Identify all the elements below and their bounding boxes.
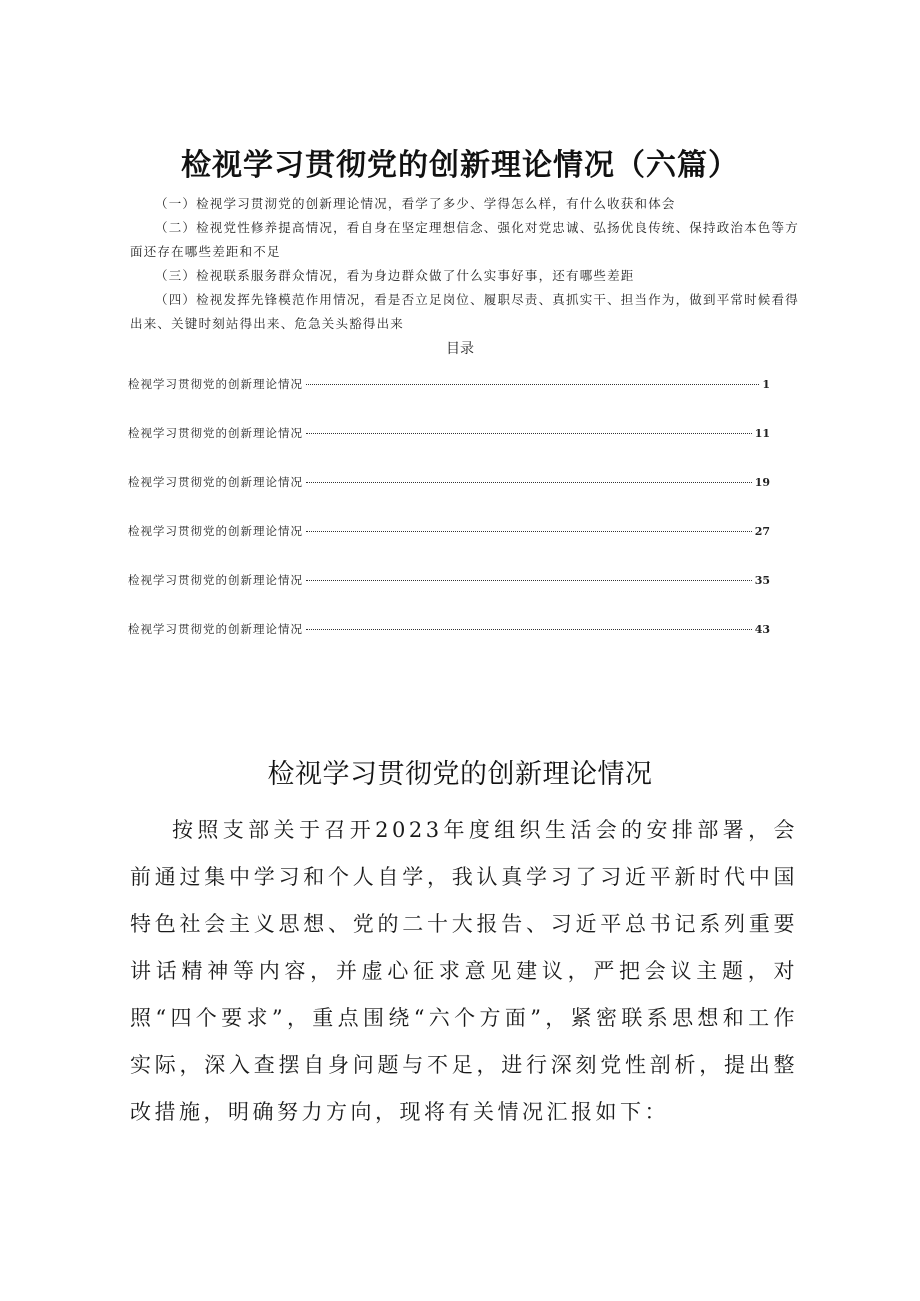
toc-entry-label: 检视学习贯彻党的创新理论情况 xyxy=(128,426,303,440)
toc-entry-page: 43 xyxy=(754,623,770,636)
toc-leader-dots xyxy=(306,482,752,483)
toc-entry[interactable] xyxy=(128,474,770,523)
intro-item: （四）检视发挥先锋模范作用情况，看是否立足岗位、履职尽责、真抓实干、担当作为，做到平常时候看得出来、关键时刻站得出来、危急关头豁得出来 xyxy=(130,292,799,331)
toc-entry[interactable] xyxy=(128,621,770,670)
toc-entry-page: 19 xyxy=(754,476,770,489)
toc-entry[interactable] xyxy=(128,376,770,425)
intro-list xyxy=(130,192,805,336)
toc-entry-label: 检视学习贯彻党的创新理论情况 xyxy=(128,622,303,636)
toc-entry-page: 27 xyxy=(754,525,770,538)
toc-entry-page: 11 xyxy=(754,427,770,440)
toc-title: 目录 xyxy=(446,341,474,357)
toc-entry-label: 检视学习贯彻党的创新理论情况 xyxy=(128,524,303,538)
toc-leader-dots xyxy=(306,531,752,532)
intro-item: （三）检视联系服务群众情况，看为身边群众做了什么实事好事，还有哪些差距 xyxy=(155,268,635,283)
body-text xyxy=(130,807,798,1136)
toc-leader-dots xyxy=(306,433,752,434)
intro-item: （二）检视党性修养提高情况，看自身在坚定理想信念、强化对党忠诚、弘扬优良传统、保持政治本色等方面还存在哪些差距和不足 xyxy=(130,220,799,259)
table-of-contents xyxy=(128,376,770,670)
toc-entry-label: 检视学习贯彻党的创新理论情况 xyxy=(128,475,303,489)
toc-entry[interactable] xyxy=(128,523,770,572)
intro-item: （一）检视学习贯沏党的创新理论情况，看学了多少、学得怎么样，有什么收获和体会 xyxy=(155,196,676,211)
toc-entry[interactable] xyxy=(128,572,770,621)
section-title: 检视学习贯彻党的创新理论情况 xyxy=(267,759,653,790)
body-paragraph: 按照支部关于召开2023年度组织生活会的安排部署，会前通过集中学习和个人自学，我认真学习了习近平新时代中国特色社会主义思想、党的二十大报告、习近平总书记系列重要讲话精神等内容，并虚心征求意见建议，严把会议主题，对照“四个要求”，重点围绕“六个方面”，紧密联系思想和工作实际，深入查摆自身问题与不足，进行深刻党性剖析，提出整改措施，明确努力方向，现将有关情况汇报如下： xyxy=(130,818,798,1124)
document-main-title: 检视学习贯彻党的创新理论情况（六篇） xyxy=(181,148,739,183)
toc-leader-dots xyxy=(306,580,752,581)
toc-entry-page: 1 xyxy=(762,378,770,391)
toc-entry[interactable] xyxy=(128,425,770,474)
toc-entry-page: 35 xyxy=(754,574,770,587)
toc-leader-dots xyxy=(306,384,759,385)
toc-leader-dots xyxy=(306,629,752,630)
toc-entry-label: 检视学习贯彻党的创新理论情况 xyxy=(128,573,303,587)
toc-entry-label: 检视学习贯彻党的创新理论情况 xyxy=(128,377,303,391)
